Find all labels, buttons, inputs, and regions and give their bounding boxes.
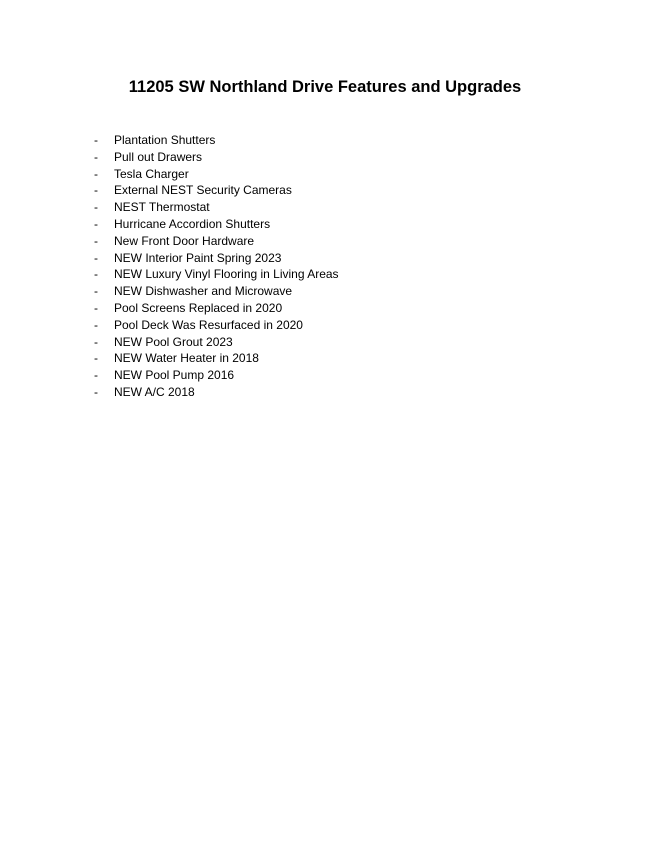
- feature-text: Pool Screens Replaced in 2020: [114, 300, 283, 315]
- list-item: [94, 317, 339, 334]
- feature-text: External NEST Security Cameras: [114, 183, 292, 198]
- list-item: [94, 300, 339, 317]
- list-item: [94, 199, 339, 216]
- bullet-dash: -: [94, 284, 98, 299]
- bullet-dash: -: [94, 183, 98, 198]
- feature-text: NEW Water Heater in 2018: [114, 351, 259, 366]
- bullet-dash: -: [94, 166, 98, 181]
- feature-list: [94, 132, 339, 401]
- feature-text: Pull out Drawers: [114, 149, 203, 164]
- list-item: [94, 250, 339, 267]
- feature-text: Pool Deck Was Resurfaced in 2020: [114, 317, 303, 332]
- feature-text: NEW Pool Grout 2023: [114, 334, 233, 349]
- bullet-dash: -: [94, 384, 98, 399]
- feature-text: Plantation Shutters: [114, 133, 216, 147]
- list-item: [94, 266, 339, 283]
- feature-text: Hurricane Accordion Shutters: [114, 216, 271, 231]
- bullet-dash: -: [94, 317, 98, 332]
- list-item: [94, 166, 339, 183]
- feature-text: New Front Door Hardware: [114, 233, 255, 248]
- bullet-dash: -: [94, 334, 98, 349]
- list-item: [94, 182, 339, 199]
- list-item: [94, 334, 339, 351]
- list-item: [94, 149, 339, 166]
- bullet-dash: -: [94, 351, 98, 366]
- feature-text: NEW Interior Paint Spring 2023: [114, 250, 282, 265]
- bullet-dash: -: [94, 300, 98, 315]
- list-item: [94, 216, 339, 233]
- bullet-dash: -: [94, 267, 98, 282]
- bullet-dash: -: [94, 216, 98, 231]
- feature-text: NEW Pool Pump 2016: [114, 368, 235, 383]
- list-item: [94, 384, 339, 401]
- list-item: [94, 233, 339, 250]
- feature-text: Tesla Charger: [114, 166, 189, 181]
- bullet-dash: -: [94, 133, 98, 147]
- list-item: [94, 132, 339, 149]
- bullet-dash: -: [94, 149, 98, 164]
- feature-text: NEST Thermostat: [114, 200, 210, 215]
- feature-text: NEW Luxury Vinyl Flooring in Living Areas: [114, 267, 339, 282]
- bullet-dash: -: [94, 233, 98, 248]
- feature-text: NEW A/C 2018: [114, 384, 195, 399]
- page-title: 11205 SW Northland Drive Features and Upgrades: [128, 78, 522, 96]
- list-item: [94, 350, 339, 367]
- bullet-dash: -: [94, 250, 98, 265]
- list-item: [94, 367, 339, 384]
- list-item: [94, 283, 339, 300]
- feature-text: NEW Dishwasher and Microwave: [114, 284, 293, 299]
- bullet-dash: -: [94, 368, 98, 383]
- bullet-dash: -: [94, 200, 98, 215]
